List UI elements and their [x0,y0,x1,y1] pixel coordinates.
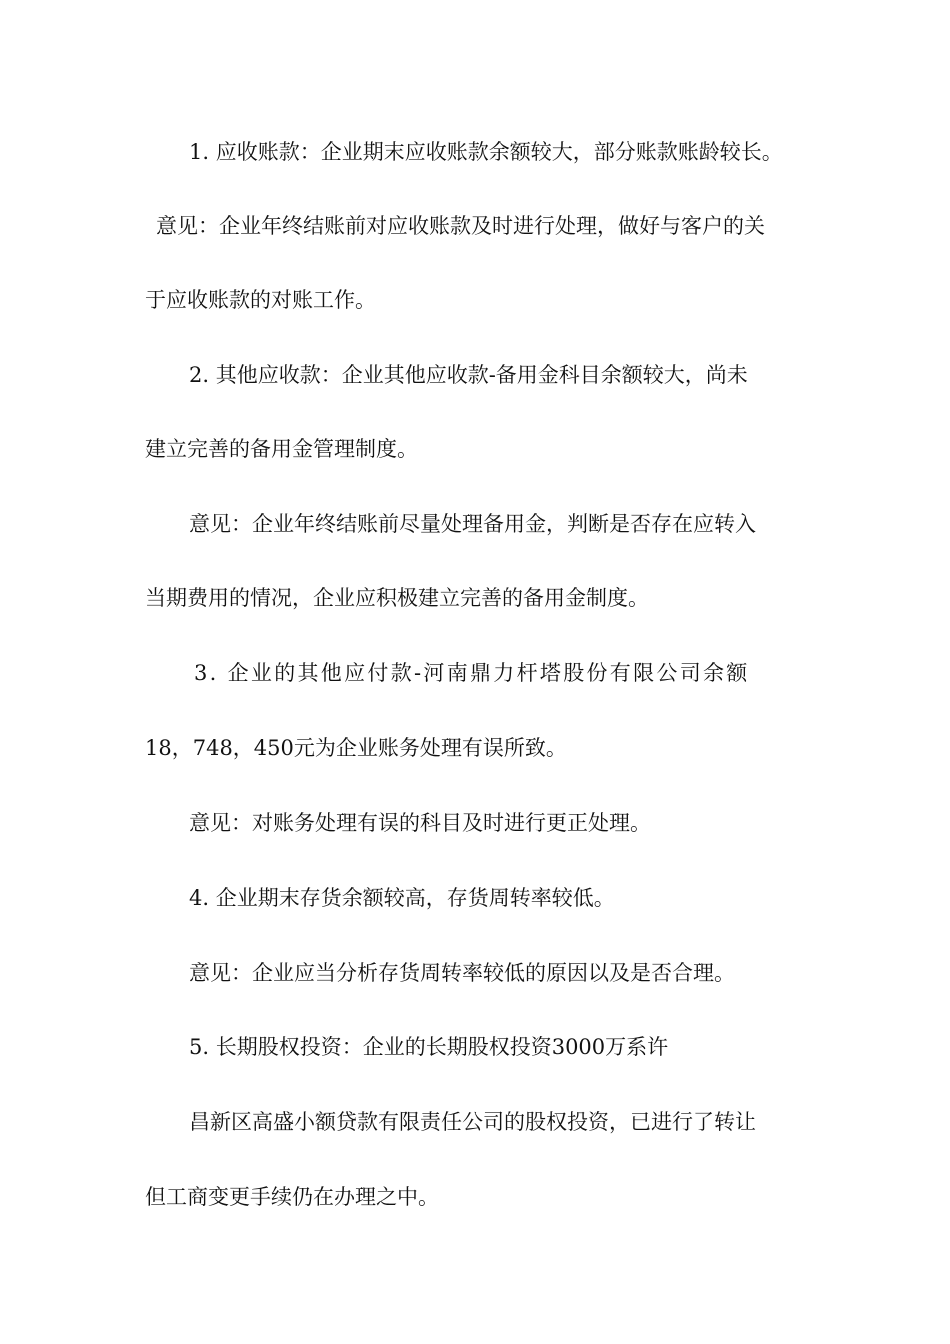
paragraph-4-opinion: 意见：企业应当分析存货周转率较低的原因以及是否合理。 [189,961,735,985]
paragraph-5-line-3: 但工商变更手续仍在办理之中。 [145,1185,439,1209]
paragraph-1-opinion-line-1: 意见：企业年终结账前对应收账款及时进行处理，做好与客户的关 [156,214,765,238]
paragraph-4-line-1: 4. 企业期末存货余额较高，存货周转率较低。 [189,886,615,910]
paragraph-2-line-2: 建立完善的备用金管理制度。 [145,437,418,461]
paragraph-3-line-1: 3. 企业的其他应付款-河南鼎力杆塔股份有限公司余额 [194,661,750,685]
paragraph-3-line-2: 18，748，450元为企业账务处理有误所致。 [145,736,567,760]
paragraph-1-line-1: 1. 应收账款：企业期末应收账款余额较大，部分账款账龄较长。 [189,140,783,164]
paragraph-2-opinion-line-2: 当期费用的情况，企业应积极建立完善的备用金制度。 [145,586,649,610]
paragraph-2-opinion-line-1: 意见：企业年终结账前尽量处理备用金，判断是否存在应转入 [189,512,756,536]
paragraph-5-line-1: 5. 长期股权投资：企业的长期股权投资3000万系许 [189,1035,669,1059]
paragraph-5-line-2: 昌新区高盛小额贷款有限责任公司的股权投资，已进行了转让 [189,1110,756,1134]
paragraph-1-opinion-line-2: 于应收账款的对账工作。 [145,288,376,312]
paragraph-2-line-1: 2. 其他应收款：企业其他应收款-备用金科目余额较大，尚未 [189,363,748,387]
paragraph-3-opinion: 意见：对账务处理有误的科目及时进行更正处理。 [189,811,651,835]
